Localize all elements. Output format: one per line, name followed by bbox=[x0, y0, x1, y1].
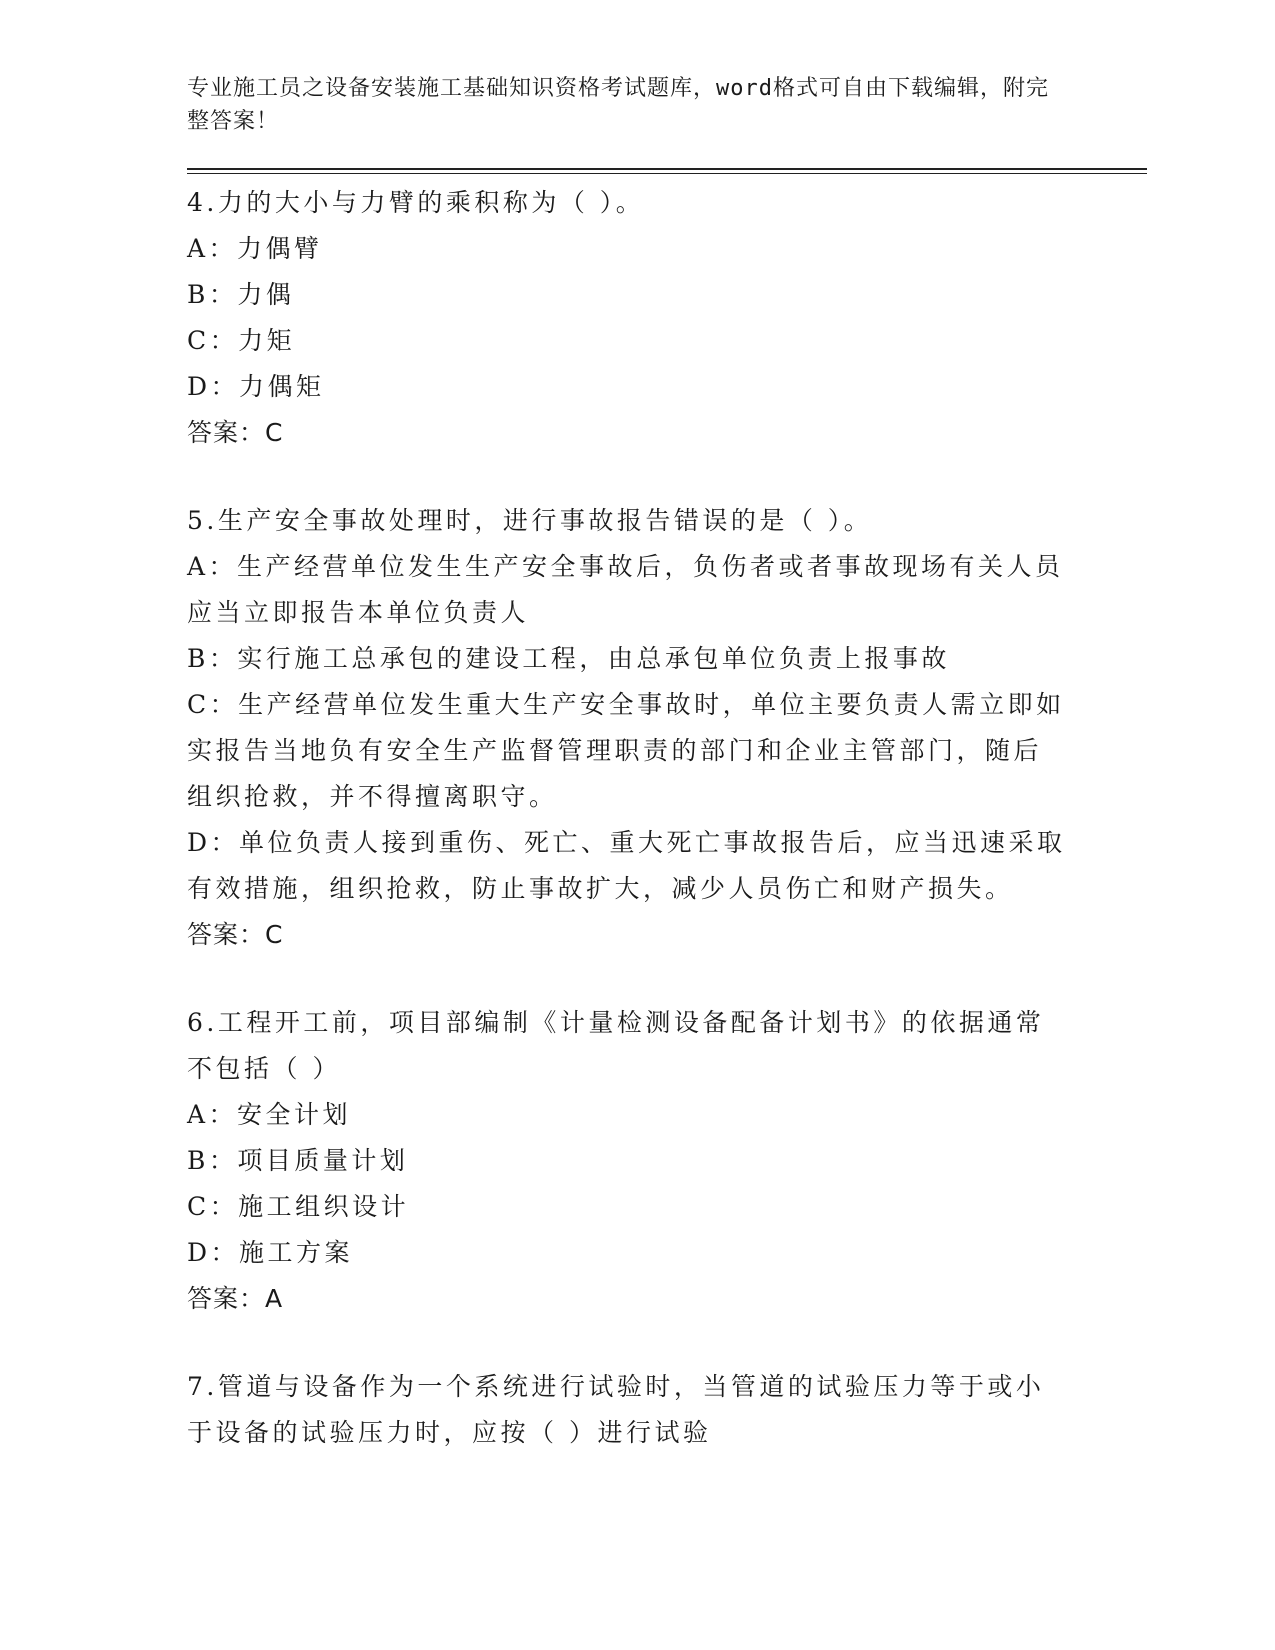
header-divider bbox=[187, 168, 1147, 174]
option-b: B：力偶 bbox=[187, 280, 295, 309]
question-7 bbox=[187, 1364, 1067, 1456]
question-4 bbox=[187, 180, 1067, 456]
option-a: A：安全计划 bbox=[187, 1100, 352, 1129]
option-c: C：生产经营单位发生重大生产安全事故时，单位主要负责人需立即如实报告当地负有安全生产监督管理职责的部门和企业主管部门，随后组织抢救，并不得擅离职守。 bbox=[187, 690, 1065, 811]
question-stem: 4.力的大小与力臂的乘积称为（ ）。 bbox=[187, 188, 645, 217]
question-stem: 6.工程开工前，项目部编制《计量检测设备配备计划书》的依据通常不包括（ ） bbox=[187, 1008, 1045, 1083]
option-a: A：生产经营单位发生生产安全事故后，负伤者或者事故现场有关人员应当立即报告本单位负责人 bbox=[187, 552, 1064, 627]
question-stem: 5.生产安全事故处理时，进行事故报告错误的是（ ）。 bbox=[187, 506, 873, 535]
option-d: D：单位负责人接到重伤、死亡、重大死亡事故报告后，应当迅速采取有效措施，组织抢救，防止事故扩大，减少人员伤亡和财产损失。 bbox=[187, 828, 1066, 903]
answer-line: 答案：C bbox=[187, 920, 284, 949]
answer-line: 答案：A bbox=[187, 1284, 284, 1313]
question-list bbox=[187, 180, 1067, 1456]
document-page bbox=[187, 72, 1147, 1498]
option-c: C：施工组织设计 bbox=[187, 1192, 410, 1221]
option-b: B：项目质量计划 bbox=[187, 1146, 409, 1175]
option-c: C：力矩 bbox=[187, 326, 296, 355]
option-d: D：施工方案 bbox=[187, 1238, 354, 1267]
option-a: A：力偶臂 bbox=[187, 234, 323, 263]
question-stem: 7.管道与设备作为一个系统进行试验时，当管道的试验压力等于或小于设备的试验压力时，应按（ ）进行试验 bbox=[187, 1372, 1045, 1447]
option-d: D：力偶矩 bbox=[187, 372, 325, 401]
document-header: 专业施工员之设备安装施工基础知识资格考试题库，word格式可自由下载编辑，附完整答案！ bbox=[187, 76, 1049, 134]
question-5 bbox=[187, 498, 1067, 958]
option-b: B：实行施工总承包的建设工程，由总承包单位负责上报事故 bbox=[187, 644, 950, 673]
answer-line: 答案：C bbox=[187, 418, 284, 447]
question-6 bbox=[187, 1000, 1067, 1322]
